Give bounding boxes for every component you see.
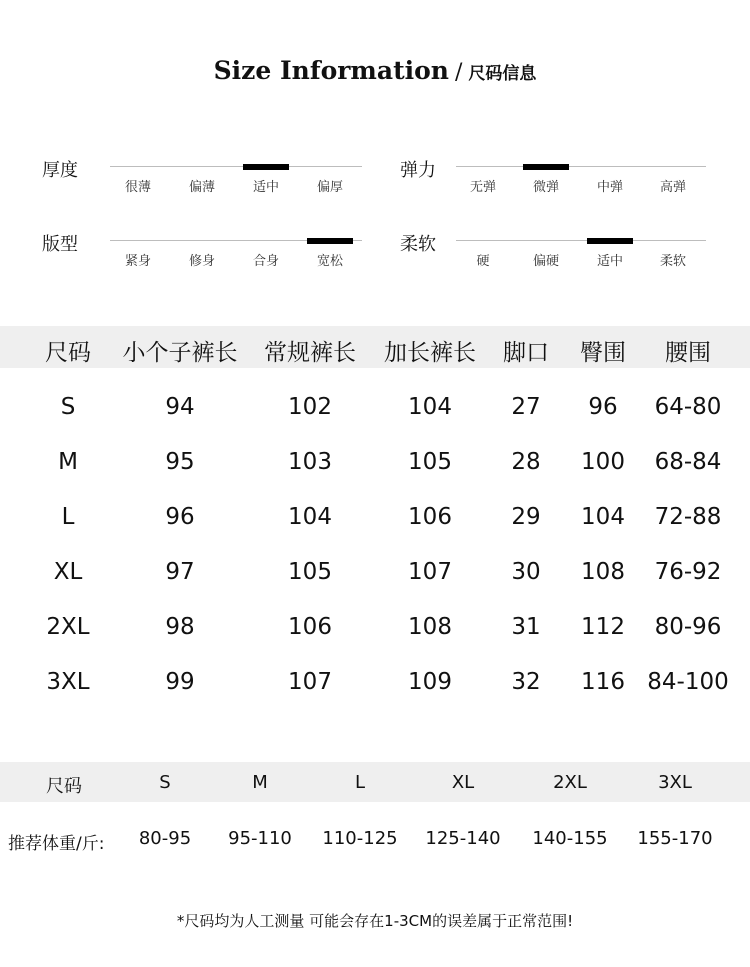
value-cell: 108 xyxy=(408,614,452,640)
attribute-label: 柔软 xyxy=(400,234,436,255)
scale-option: 偏薄 xyxy=(188,180,216,195)
value-cell: 104 xyxy=(288,504,332,530)
value-cell: 107 xyxy=(288,669,332,695)
attribute-1 xyxy=(42,156,362,196)
value-cell: 99 xyxy=(165,669,195,695)
weight-cell: 80-95 xyxy=(138,828,192,849)
scale-option: 紧身 xyxy=(124,254,152,269)
scale-line xyxy=(110,166,362,167)
value-cell: 96 xyxy=(588,394,618,420)
value-cell: 28 xyxy=(511,449,541,475)
scale-option: 柔软 xyxy=(659,254,687,269)
size-cell: XL xyxy=(53,559,83,585)
scale-option: 中弹 xyxy=(596,180,624,195)
value-cell: 98 xyxy=(165,614,195,640)
column-header: 小个子裤长 xyxy=(122,340,238,366)
scale-option: 无弹 xyxy=(469,180,497,195)
value-cell: 108 xyxy=(581,559,625,585)
value-cell: 100 xyxy=(581,449,625,475)
size-cell: S xyxy=(60,394,76,420)
scale-option: 微弹 xyxy=(532,180,560,195)
value-cell: 31 xyxy=(511,614,541,640)
column-header: 脚口 xyxy=(503,340,549,366)
measurement-note: *尺码均为人工测量 可能会存在1-3CM的误差属于正常范围! xyxy=(176,912,574,930)
size-cell: 3XL xyxy=(658,772,692,793)
size-cell: 2XL xyxy=(553,772,587,793)
value-cell: 72-88 xyxy=(654,504,722,530)
column-header: 常规裤长 xyxy=(264,340,356,366)
weight-cell: 95-110 xyxy=(228,828,292,849)
size-cell: 2XL xyxy=(46,614,90,640)
value-cell: 116 xyxy=(581,669,625,695)
value-cell: 102 xyxy=(288,394,332,420)
scale-option: 硬 xyxy=(476,254,490,269)
value-cell: 107 xyxy=(408,559,452,585)
column-header: 尺码 xyxy=(45,340,91,366)
size-cell: S xyxy=(159,772,171,793)
scale-option: 适中 xyxy=(252,180,280,195)
value-cell: 104 xyxy=(408,394,452,420)
size-cell: L xyxy=(61,504,75,530)
value-cell: 76-92 xyxy=(654,559,722,585)
value-cell: 84-100 xyxy=(647,669,729,695)
page-title xyxy=(0,56,750,85)
scale-option: 宽松 xyxy=(316,254,344,269)
value-cell: 112 xyxy=(581,614,625,640)
selected-marker xyxy=(523,164,569,170)
value-cell: 105 xyxy=(288,559,332,585)
value-cell: 97 xyxy=(165,559,195,585)
value-cell: 96 xyxy=(165,504,195,530)
weight-cell: 140-155 xyxy=(532,828,608,849)
size-cell: M xyxy=(252,772,268,793)
scale-option: 偏厚 xyxy=(316,180,344,195)
column-header: 加长裤长 xyxy=(384,340,476,366)
title-separator: / xyxy=(454,60,463,85)
value-cell: 109 xyxy=(408,669,452,695)
attribute-label: 厚度 xyxy=(42,160,78,181)
scale-option: 合身 xyxy=(252,254,280,269)
size-cell: XL xyxy=(451,772,475,793)
scale-option: 偏硬 xyxy=(532,254,560,269)
column-header: 臀围 xyxy=(580,340,626,366)
value-cell: 105 xyxy=(408,449,452,475)
value-cell: 80-96 xyxy=(654,614,722,640)
value-cell: 103 xyxy=(288,449,332,475)
scale-line xyxy=(456,240,706,241)
scale-line xyxy=(456,166,706,167)
size-cell: M xyxy=(58,449,78,475)
weight-cell: 110-125 xyxy=(322,828,398,849)
size-table-header-band xyxy=(0,326,750,368)
weight-cell: 125-140 xyxy=(425,828,501,849)
attribute-3 xyxy=(42,230,362,270)
value-cell: 27 xyxy=(511,394,541,420)
attribute-label: 版型 xyxy=(42,234,78,255)
scale-option: 修身 xyxy=(188,254,216,269)
selected-marker xyxy=(587,238,633,244)
value-cell: 104 xyxy=(581,504,625,530)
value-cell: 32 xyxy=(511,669,541,695)
size-row-label: 尺码 xyxy=(46,776,82,797)
selected-marker xyxy=(243,164,289,170)
attribute-4 xyxy=(400,230,706,270)
weight-row-label: 推荐体重/斤: xyxy=(8,834,105,854)
selected-marker xyxy=(307,238,353,244)
weight-cell: 155-170 xyxy=(637,828,713,849)
title-chinese: 尺码信息 xyxy=(468,64,537,84)
value-cell: 30 xyxy=(511,559,541,585)
attribute-label: 弹力 xyxy=(400,160,436,181)
value-cell: 29 xyxy=(511,504,541,530)
scale-option: 高弹 xyxy=(659,180,687,195)
scale-option: 很薄 xyxy=(124,180,152,195)
attribute-2 xyxy=(400,156,706,196)
value-cell: 106 xyxy=(288,614,332,640)
value-cell: 64-80 xyxy=(654,394,722,420)
column-header: 腰围 xyxy=(665,340,711,366)
value-cell: 106 xyxy=(408,504,452,530)
size-cell: 3XL xyxy=(46,669,90,695)
value-cell: 94 xyxy=(165,394,195,420)
scale-option: 适中 xyxy=(596,254,624,269)
value-cell: 95 xyxy=(165,449,195,475)
value-cell: 68-84 xyxy=(654,449,722,475)
weight-table-header-band xyxy=(0,762,750,802)
size-cell: L xyxy=(354,772,366,793)
title-english: Size Information xyxy=(213,56,449,85)
